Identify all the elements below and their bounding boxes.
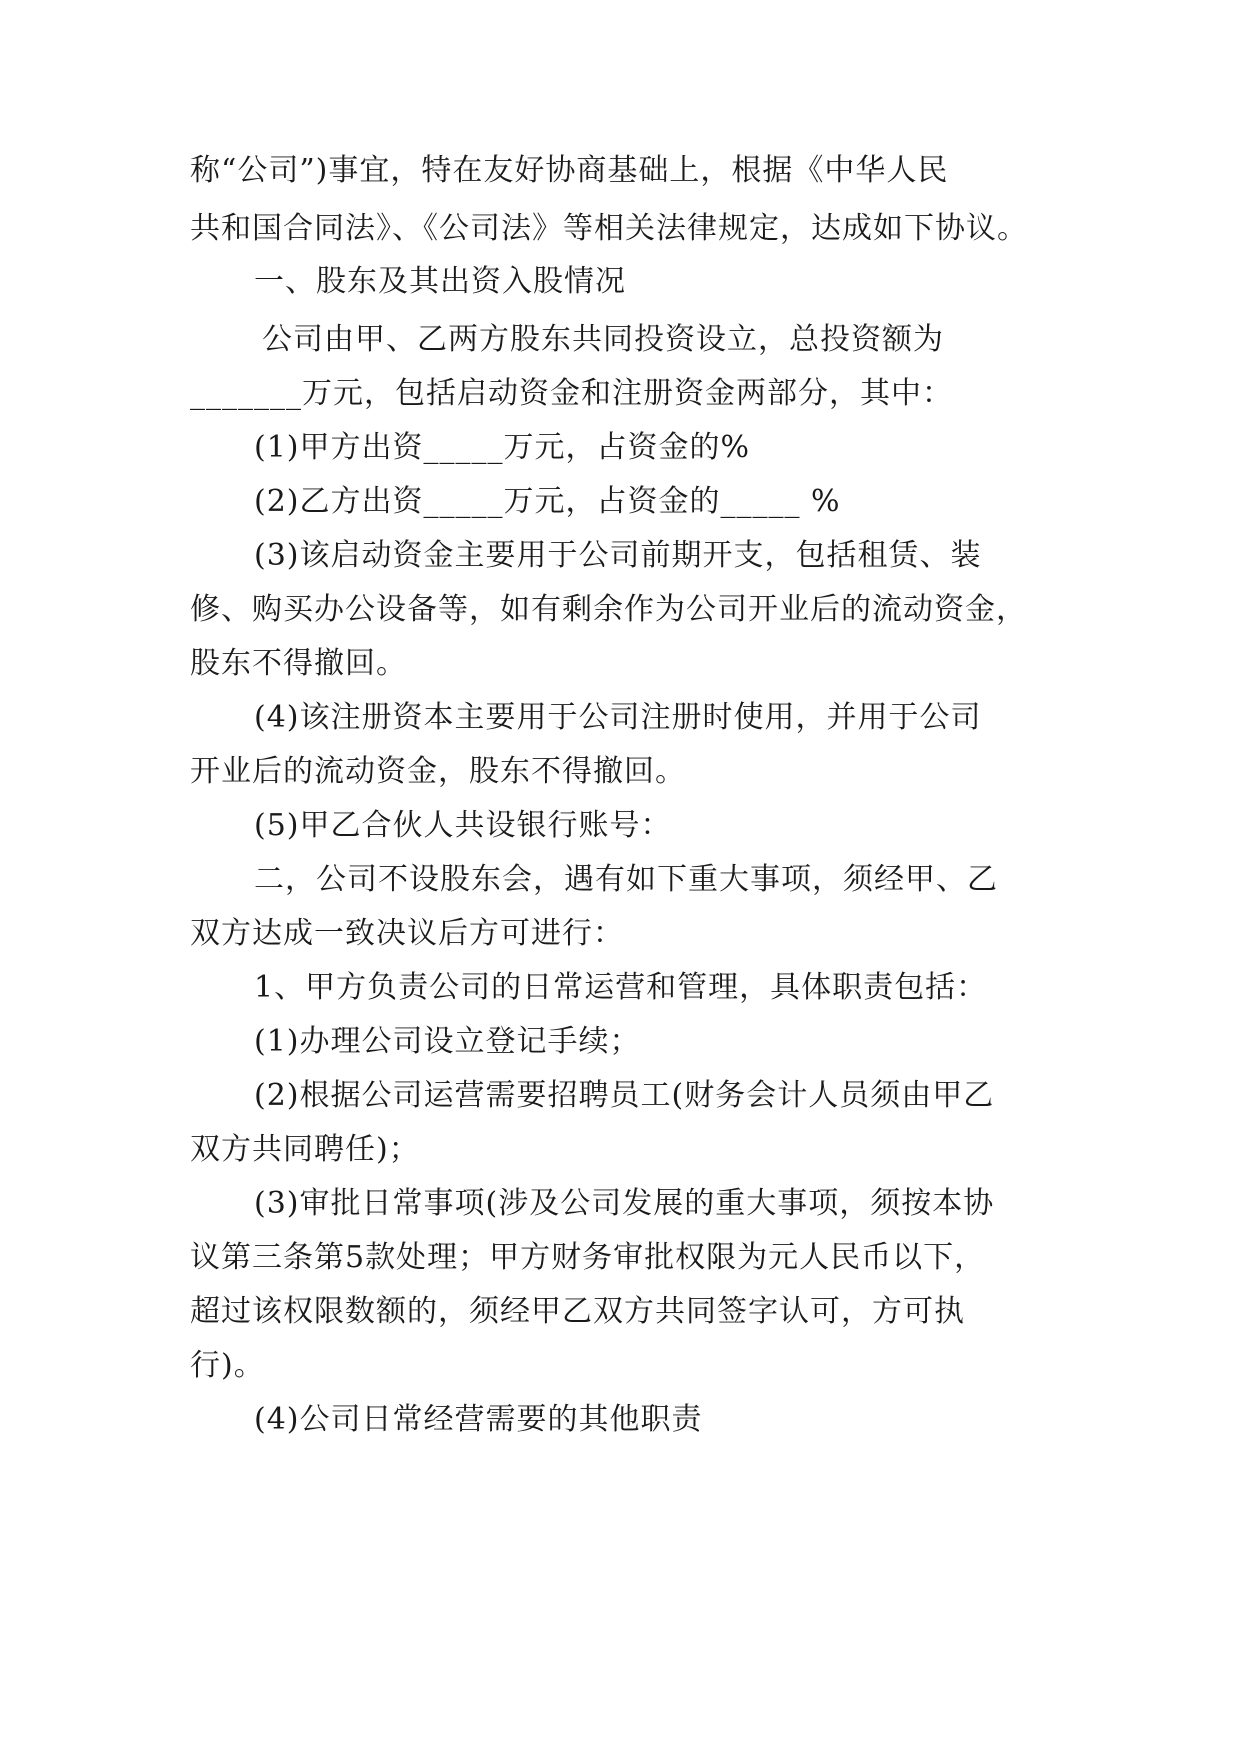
paragraph-line: 修、购买办公设备等，如有剩余作为公司开业后的流动资金，: [190, 592, 1027, 627]
list-item: (1)办理公司设立登记手续；: [254, 1024, 641, 1059]
list-item: (1)甲方出资_____万元，占资金的%: [254, 430, 751, 465]
paragraph-line: 共和国合同法》、《公司法》等相关法律规定，达成如下协议。: [190, 211, 1028, 246]
paragraph-line: 双方共同聘任)；: [190, 1132, 420, 1167]
list-item: (3)审批日常事项(涉及公司发展的重大事项，须按本协: [254, 1186, 995, 1221]
paragraph-line: 开业后的流动资金，股东不得撤回。: [190, 754, 686, 789]
list-item: (2)乙方出资_____万元，占资金的_____ %: [254, 484, 841, 519]
paragraph-line: 股东不得撤回。: [190, 646, 407, 681]
list-item: (4)该注册资本主要用于公司注册时使用，并用于公司: [254, 700, 982, 735]
paragraph-line: 公司由甲、乙两方股东共同投资设立，总投资额为: [262, 322, 944, 357]
paragraph-line: 双方达成一致决议后方可进行：: [190, 916, 624, 951]
list-item: (5)甲乙合伙人共设银行账号：: [254, 808, 672, 843]
paragraph-line: 称“公司”)事宜，特在友好协商基础上，根据《中华人民: [190, 153, 949, 188]
list-item: (3)该启动资金主要用于公司前期开支，包括租赁、装: [254, 538, 982, 573]
section-heading: 一、股东及其出资入股情况: [254, 264, 626, 299]
paragraph-line: 议第三条第5款处理；甲方财务审批权限为元人民币以下，: [190, 1240, 986, 1275]
paragraph-line: 超过该权限数额的，须经甲乙双方共同签字认可，方可执: [190, 1294, 965, 1329]
list-item: (4)公司日常经营需要的其他职责: [254, 1402, 703, 1437]
list-item: 1、甲方负责公司的日常运营和管理，具体职责包括：: [254, 970, 988, 1005]
list-item: (2)根据公司运营需要招聘员工(财务会计人员须由甲乙: [254, 1078, 995, 1113]
paragraph-line: _______万元，包括启动资金和注册资金两部分，其中：: [190, 376, 953, 411]
paragraph-line: 行)。: [190, 1348, 265, 1383]
section-heading: 二，公司不设股东会，遇有如下重大事项，须经甲、乙: [254, 862, 998, 897]
